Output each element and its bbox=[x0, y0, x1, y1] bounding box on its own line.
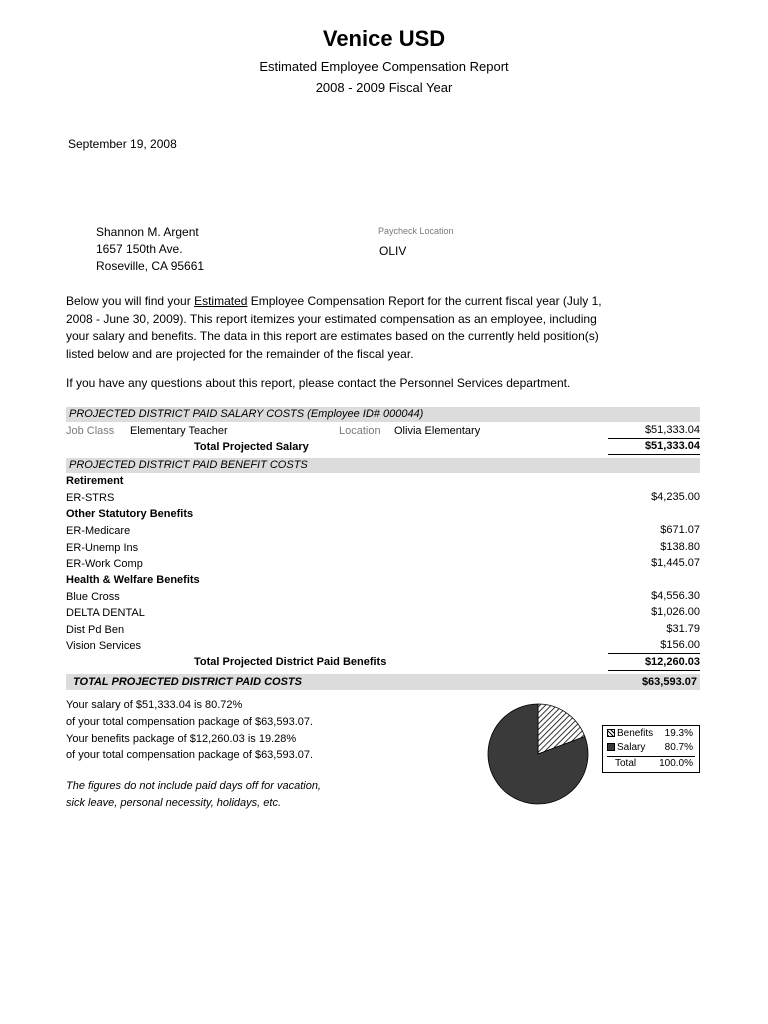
summary-line1: Your salary of $51,333.04 is 80.72% bbox=[66, 699, 243, 711]
delta-dental-amount: $1,026.00 bbox=[651, 606, 700, 618]
location-value: Olivia Elementary bbox=[394, 425, 481, 437]
grand-total-label: TOTAL PROJECTED DISTRICT PAID COSTS bbox=[73, 676, 302, 688]
dist-pd-ben-amount: $31.79 bbox=[666, 623, 700, 635]
salary-section-title: PROJECTED DISTRICT PAID SALARY COSTS (Employee ID# 000044) bbox=[69, 408, 424, 420]
grand-total-amount: $63,593.07 bbox=[641, 676, 697, 688]
blue-cross-amount: $4,556.30 bbox=[651, 590, 700, 602]
legend-salary-label: Salary bbox=[617, 742, 646, 753]
summary-line4: of your total compensation package of $63,593.07. bbox=[66, 749, 314, 761]
intro-line2: 2008 - June 30, 2009). This report itemizes your estimated compensation as an employee, including bbox=[66, 311, 597, 326]
legend-total-label: Total bbox=[615, 758, 637, 769]
salary-rule bbox=[608, 438, 700, 439]
paycheck-location-label: Paycheck Location bbox=[378, 226, 454, 236]
er-medicare-amount: $671.07 bbox=[660, 524, 700, 536]
summary-line3: Your benefits package of $12,260.03 is 19.28% bbox=[66, 733, 297, 745]
intro-underlined: Estimated bbox=[194, 294, 248, 308]
er-strs-label: ER-STRS bbox=[66, 492, 115, 504]
retirement-heading: Retirement bbox=[66, 475, 124, 487]
fiscal-year: 2008 - 2009 Fiscal Year bbox=[315, 80, 453, 95]
legend-benefits-value: 19.3% bbox=[664, 728, 693, 739]
salary-swatch bbox=[607, 743, 615, 751]
statutory-heading: Other Statutory Benefits bbox=[66, 508, 194, 520]
job-class-value: Elementary Teacher bbox=[130, 425, 228, 437]
intro-paragraph bbox=[66, 293, 706, 363]
summary-line2: of your total compensation package of $63,593.07. bbox=[66, 716, 314, 728]
intro-text-b: Employee Compensation Report for the current fiscal year (July 1, bbox=[247, 294, 602, 308]
benefits-swatch bbox=[607, 729, 615, 737]
vision-label: Vision Services bbox=[66, 640, 141, 652]
paycheck-location-value: OLIV bbox=[379, 244, 407, 258]
grand-total-bar bbox=[66, 674, 700, 690]
note-line1: The figures do not include paid days off for vacation, bbox=[66, 780, 321, 792]
legend-salary-value: 80.7% bbox=[664, 742, 693, 753]
intro-text-a: Below you will find your bbox=[66, 294, 195, 308]
pie-legend bbox=[602, 725, 700, 773]
compensation-pie-chart bbox=[486, 702, 590, 806]
salary-total-rule bbox=[608, 454, 700, 455]
contact-paragraph: If you have any questions about this report, please contact the Personnel Services department. bbox=[66, 376, 571, 390]
report-title: Estimated Employee Compensation Report bbox=[259, 59, 509, 74]
er-work-label: ER-Work Comp bbox=[66, 558, 143, 570]
dist-pd-ben-label: Dist Pd Ben bbox=[66, 624, 125, 636]
er-strs-amount: $4,235.00 bbox=[651, 491, 700, 503]
benefit-section-header bbox=[66, 458, 700, 473]
legend-benefits bbox=[607, 728, 653, 739]
total-salary-label: Total Projected Salary bbox=[194, 441, 309, 453]
health-heading: Health & Welfare Benefits bbox=[66, 574, 200, 586]
recipient-address2: Roseville, CA 95661 bbox=[96, 259, 205, 273]
er-unemp-amount: $138.80 bbox=[660, 541, 700, 553]
salary-section-header bbox=[66, 407, 700, 422]
recipient-name: Shannon M. Argent bbox=[96, 225, 199, 239]
er-work-amount: $1,445.07 bbox=[651, 557, 700, 569]
delta-dental-label: DELTA DENTAL bbox=[66, 607, 145, 619]
legend-total-value: 100.0% bbox=[659, 758, 693, 769]
intro-line3: your salary and benefits. The data in this report are estimates based on the currently held position(s) bbox=[66, 329, 599, 343]
salary-amount: $51,333.04 bbox=[644, 424, 700, 436]
org-title: Venice USD bbox=[322, 26, 446, 51]
total-benefits-label: Total Projected District Paid Benefits bbox=[194, 656, 387, 668]
benefit-section-title: PROJECTED DISTRICT PAID BENEFIT COSTS bbox=[69, 459, 308, 471]
report-date: September 19, 2008 bbox=[68, 137, 177, 151]
location-label: Location bbox=[339, 425, 381, 437]
vision-amount: $156.00 bbox=[660, 639, 700, 651]
er-medicare-label: ER-Medicare bbox=[66, 525, 131, 537]
total-benefits-amount: $12,260.03 bbox=[644, 656, 700, 668]
legend-salary bbox=[607, 742, 645, 753]
er-unemp-label: ER-Unemp Ins bbox=[66, 542, 139, 554]
blue-cross-label: Blue Cross bbox=[66, 591, 120, 603]
recipient-address1: 1657 150th Ave. bbox=[96, 242, 183, 256]
benefit-total-rule bbox=[608, 670, 700, 671]
benefit-rule bbox=[608, 653, 700, 654]
note-line2: sick leave, personal necessity, holidays, etc. bbox=[66, 797, 282, 809]
job-class-label: Job Class bbox=[66, 425, 115, 437]
intro-line4: listed below and are projected for the remainder of the fiscal year. bbox=[66, 346, 414, 361]
legend-rule bbox=[607, 756, 695, 757]
legend-benefits-label: Benefits bbox=[617, 728, 654, 739]
total-salary-amount: $51,333.04 bbox=[644, 440, 700, 452]
